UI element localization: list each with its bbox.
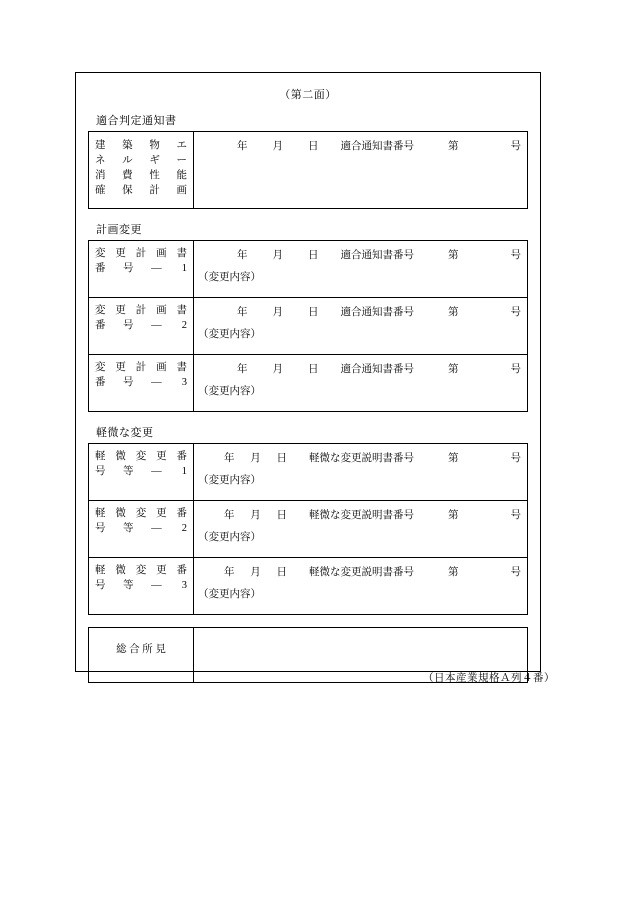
plan-change-row-2-label-line-2: 番号― 2 xyxy=(95,320,187,332)
dai-label: 第 xyxy=(448,364,459,375)
table-row xyxy=(89,444,528,501)
gou-label: 号 xyxy=(510,510,522,521)
dai-label: 第 xyxy=(448,453,459,464)
notification-label-line-2: ネ ル ギ ー xyxy=(95,155,187,166)
gou-label: 号 xyxy=(510,307,521,318)
minor-change-table xyxy=(88,443,528,615)
year-label: 年 xyxy=(236,307,248,318)
minor-change-row-2-body[interactable] xyxy=(194,501,528,558)
gou-label: 号 xyxy=(510,141,521,152)
minor-change-row-2-date xyxy=(194,507,521,522)
plan-change-row-2-body[interactable] xyxy=(194,298,528,355)
minor-change-row-3-label-line-2: 号等― 3 xyxy=(95,580,187,592)
plan-change-row-2-label xyxy=(89,298,194,355)
doc-number-label: 適合通知書番号 xyxy=(340,364,414,375)
table-row xyxy=(89,298,528,355)
month-label: 月 xyxy=(272,141,283,152)
year-label: 年 xyxy=(224,567,235,578)
dai-label: 第 xyxy=(448,510,459,521)
day-label: 日 xyxy=(276,567,288,578)
minor-change-row-1-label-line-2: 号等― 1 xyxy=(95,466,187,478)
section-label-plan-change: 計画変更 xyxy=(96,224,142,236)
day-label: 日 xyxy=(308,364,319,375)
year-label: 年 xyxy=(224,453,235,464)
minor-change-row-2-content-note: （変更内容） xyxy=(198,532,261,543)
month-label: 月 xyxy=(250,510,261,521)
plan-change-row-1-label-line-2: 番号― 1 xyxy=(95,263,187,275)
plan-change-row-2-label-line-1: 変 更 計 画 書 xyxy=(95,305,187,316)
notification-row-body[interactable] xyxy=(194,132,528,209)
minor-change-row-1-label-line-1: 軽 微 変 更 番 xyxy=(95,451,187,462)
form-page xyxy=(75,72,541,672)
notification-label-line-3: 消 費 性 能 xyxy=(95,170,187,181)
day-label: 日 xyxy=(308,141,319,152)
gou-label: 号 xyxy=(510,453,522,464)
month-label: 月 xyxy=(272,364,283,375)
plan-change-row-3-label-line-1: 変 更 計 画 書 xyxy=(95,362,187,373)
overall-opinion-label xyxy=(89,628,194,683)
year-label: 年 xyxy=(224,510,235,521)
table-row xyxy=(89,355,528,412)
minor-change-row-1-date xyxy=(194,450,521,465)
plan-change-row-1-label xyxy=(89,241,194,298)
month-label: 月 xyxy=(250,567,261,578)
dai-label: 第 xyxy=(448,307,459,318)
paper-size-note: （日本産業規格Ａ列４番） xyxy=(423,673,555,684)
year-label: 年 xyxy=(236,141,248,152)
plan-change-table xyxy=(88,240,528,412)
notification-date-row xyxy=(194,138,521,153)
month-label: 月 xyxy=(272,307,283,318)
plan-change-row-1-date xyxy=(194,247,521,262)
plan-change-row-2-date xyxy=(194,304,521,319)
section-label-minor-change: 軽微な変更 xyxy=(96,427,154,439)
table-row xyxy=(89,241,528,298)
plan-change-row-3-label xyxy=(89,355,194,412)
gou-label: 号 xyxy=(510,364,521,375)
notification-label-line-4: 確 保 計 画 xyxy=(95,185,187,196)
minor-change-row-2-label-line-1: 軽 微 変 更 番 xyxy=(95,508,187,519)
gou-label: 号 xyxy=(510,567,522,578)
minor-change-row-3-content-note: （変更内容） xyxy=(198,589,261,600)
plan-change-row-3-body[interactable] xyxy=(194,355,528,412)
minor-change-row-1-content-note: （変更内容） xyxy=(198,475,261,486)
minor-change-row-1-body[interactable] xyxy=(194,444,528,501)
overall-opinion-label-text: 総 合 所 見 xyxy=(116,644,166,655)
day-label: 日 xyxy=(308,250,319,261)
doc-number-label: 軽微な変更説明書番号 xyxy=(309,567,415,578)
minor-change-row-2-label xyxy=(89,501,194,558)
plan-change-row-1-body[interactable] xyxy=(194,241,528,298)
table-row xyxy=(89,558,528,615)
plan-change-row-1-label-line-1: 変 更 計 画 書 xyxy=(95,248,187,259)
minor-change-row-3-label-line-1: 軽 微 変 更 番 xyxy=(95,565,187,576)
year-label: 年 xyxy=(236,364,248,375)
table-row xyxy=(89,501,528,558)
year-label: 年 xyxy=(236,250,248,261)
doc-number-label: 適合通知書番号 xyxy=(340,307,414,318)
table-row xyxy=(89,132,528,209)
notification-label-line-1: 建 築 物 エ xyxy=(95,140,187,151)
plan-change-row-3-content-note: （変更内容） xyxy=(198,386,261,397)
day-label: 日 xyxy=(308,307,319,318)
plan-change-row-3-date xyxy=(194,361,521,376)
minor-change-row-3-body[interactable] xyxy=(194,558,528,615)
dai-label: 第 xyxy=(448,250,459,261)
plan-change-row-1-content-note: （変更内容） xyxy=(198,272,261,283)
minor-change-row-3-date xyxy=(194,564,521,579)
notification-row-label xyxy=(89,132,194,209)
doc-number-label: 適合通知書番号 xyxy=(340,250,414,261)
page-title: （第二面） xyxy=(279,89,337,101)
doc-number-label: 軽微な変更説明書番号 xyxy=(309,453,415,464)
plan-change-row-3-label-line-2: 番号― 3 xyxy=(95,377,187,389)
section-label-notification: 適合判定通知書 xyxy=(96,115,177,127)
doc-number-label: 軽微な変更説明書番号 xyxy=(309,510,415,521)
day-label: 日 xyxy=(276,453,288,464)
month-label: 月 xyxy=(250,453,261,464)
doc-number-label: 適合通知書番号 xyxy=(340,141,414,152)
month-label: 月 xyxy=(272,250,283,261)
minor-change-row-1-label xyxy=(89,444,194,501)
dai-label: 第 xyxy=(448,141,459,152)
minor-change-row-2-label-line-2: 号等― 2 xyxy=(95,523,187,535)
dai-label: 第 xyxy=(448,567,459,578)
day-label: 日 xyxy=(276,510,288,521)
notification-table xyxy=(88,131,528,209)
gou-label: 号 xyxy=(510,250,521,261)
minor-change-row-3-label xyxy=(89,558,194,615)
plan-change-row-2-content-note: （変更内容） xyxy=(198,329,261,340)
